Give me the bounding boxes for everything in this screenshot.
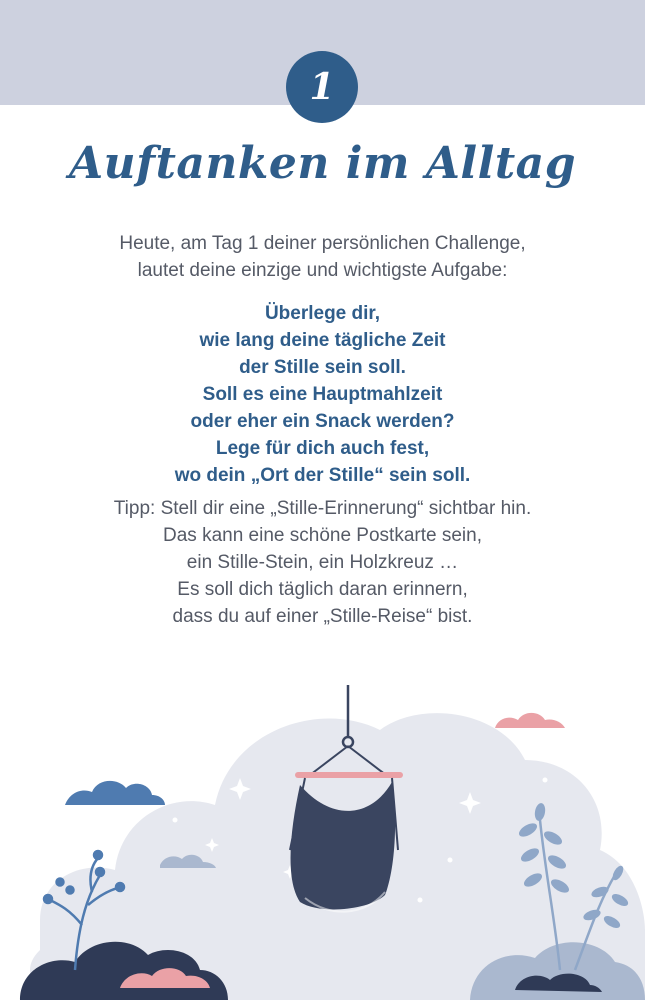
tip-line: ein Stille-Stein, ein Holzkreuz … [186, 552, 459, 573]
tip-line: Tipp: Stell dir eine „Stille-Erinnerung“ sichtbar hin. [113, 498, 532, 519]
day-number-badge [286, 51, 358, 123]
task-text [0, 300, 645, 489]
tip-text [0, 495, 645, 630]
cloud-pink-top [495, 713, 565, 728]
hanging-chair-hammock-icon [0, 670, 645, 1000]
intro-text [0, 230, 645, 284]
intro-line: Heute, am Tag 1 deiner persönlichen Challenge, [119, 233, 526, 254]
task-line: oder eher ein Snack werden? [190, 411, 455, 432]
tip-line: Es soll dich täglich daran erinnern, [177, 579, 468, 600]
task-line: der Stille sein soll. [239, 357, 406, 378]
task-line: wo dein „Ort der Stille“ sein soll. [174, 465, 471, 486]
task-line: Lege für dich auch fest, [215, 438, 430, 459]
tip-line: Das kann eine schöne Postkarte sein, [163, 525, 482, 546]
day-number: 1 [309, 66, 335, 108]
task-line: Überlege dir, [264, 303, 381, 324]
task-line: wie lang deine tägliche Zeit [199, 330, 446, 351]
page-title: Auftanken im Alltag [69, 138, 576, 189]
tip-line: dass du auf einer „Stille-Reise“ bist. [172, 606, 473, 627]
task-line: Soll es eine Hauptmahlzeit [202, 384, 443, 405]
intro-line: lautet deine einzige und wichtigste Aufgabe: [137, 260, 508, 281]
cloud-blue [65, 781, 165, 805]
